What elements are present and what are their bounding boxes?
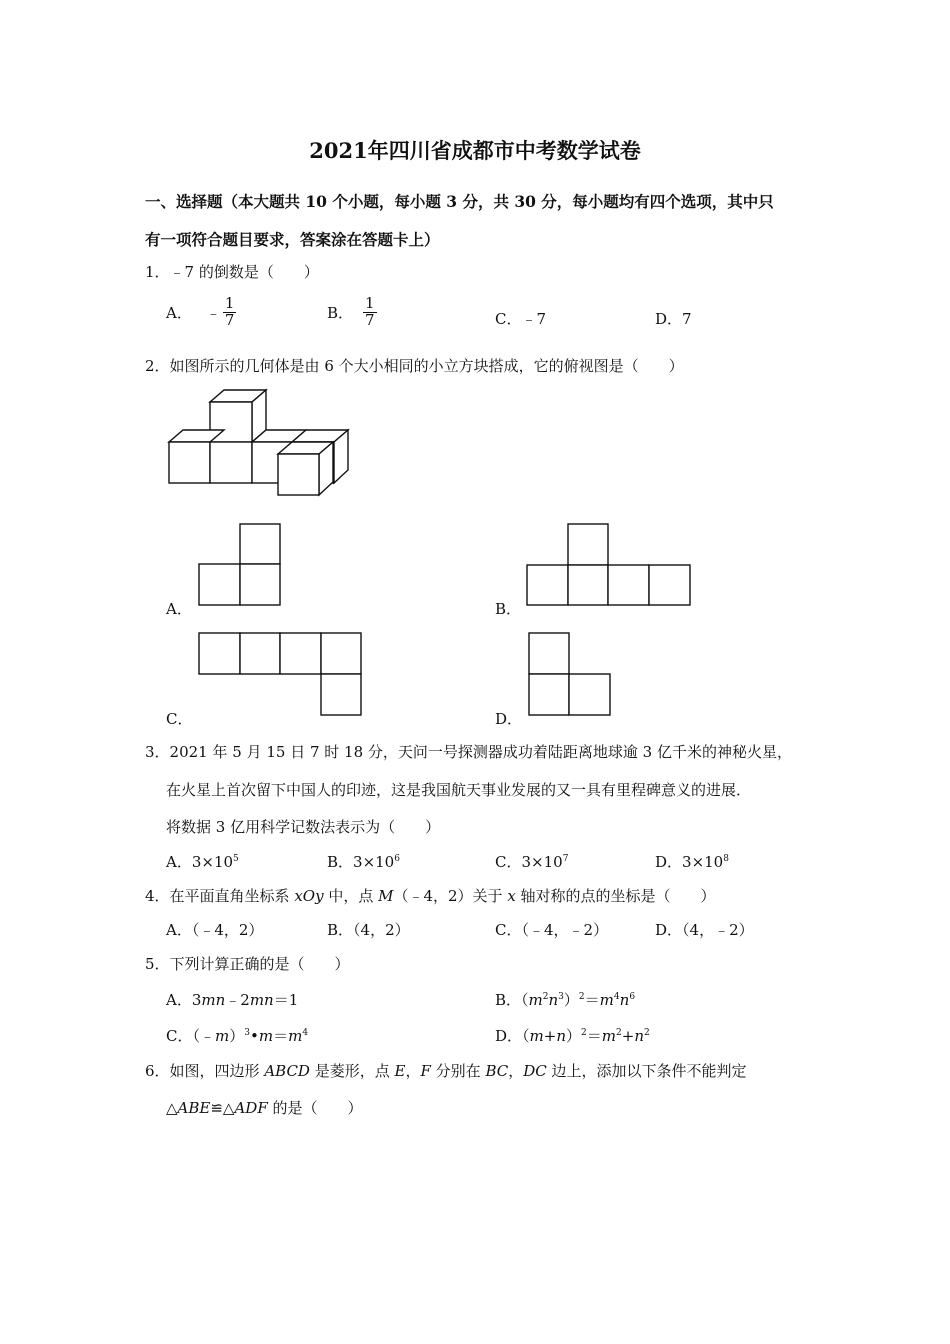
q4-stem-part: 中，点	[323, 887, 379, 905]
q6-part: 6．如图，四边形	[145, 1062, 265, 1080]
q5-b-exp: 2	[542, 992, 549, 1002]
q5-a-var: mn	[249, 991, 274, 1009]
q5-b-exp: 6	[629, 992, 636, 1002]
q5-a-label: A．	[166, 991, 192, 1009]
q4-stem-m: M	[378, 887, 394, 905]
q4-stem-x: x	[507, 887, 516, 905]
section-heading-line1: 一、选择题（本大题共 10 个小题，每小题 3 分，共 30 分，每小题均有四个选项，其中只	[145, 192, 774, 211]
q6-line1	[145, 1060, 747, 1081]
q6-part: 的是（ ）	[267, 1099, 363, 1117]
q3-option-b[interactable]	[327, 851, 400, 872]
q5-b-part: ＝	[584, 991, 600, 1009]
q4-stem-part: （﹣4，2）关于	[393, 887, 508, 905]
q4-option-d[interactable]: D．（4，﹣2）	[655, 921, 754, 939]
q5-b-label: B．（	[495, 991, 529, 1009]
q5-d-var: n	[634, 1027, 644, 1045]
q6-part: 是菱形，点	[309, 1062, 395, 1080]
q6-var: BC	[485, 1062, 509, 1080]
q4-option-b[interactable]: B．（4，2）	[327, 921, 410, 939]
q2-option-b[interactable]: B．	[495, 600, 522, 618]
q6-part: △	[166, 1099, 178, 1117]
q5-b-exp: 2	[578, 992, 585, 1002]
section-heading-line2: 有一项符合题目要求，答案涂在答题卡上）	[145, 230, 440, 249]
q6-part: ，	[405, 1062, 421, 1080]
q5-d-part: +	[621, 1027, 635, 1045]
q2-option-a-figure[interactable]	[199, 524, 281, 606]
q5-c-var: m	[288, 1027, 303, 1045]
q2-option-c-figure[interactable]	[199, 633, 363, 716]
q6-var: F	[420, 1062, 431, 1080]
q5-d-var: m	[601, 1027, 617, 1045]
q5-d-part: +	[543, 1027, 557, 1045]
q5-a-part: 3	[191, 991, 202, 1009]
q4-stem-part: 轴对称的点的坐标是（ ）	[515, 887, 716, 905]
q5-d-label: D．（	[495, 1027, 530, 1045]
q6-var: ABE	[177, 1099, 211, 1117]
q6-var: ABCD	[264, 1062, 310, 1080]
q4-stem	[145, 885, 716, 906]
q6-part: ≌△	[210, 1099, 235, 1117]
q1-b-fraction	[363, 296, 377, 329]
q5-c-exp: 3	[244, 1028, 250, 1038]
q5-option-a[interactable]	[166, 989, 298, 1010]
q1-a-denominator: 7	[224, 310, 235, 329]
q1-a-numerator: 1	[224, 294, 235, 312]
q2-3d-figure	[168, 388, 353, 503]
q2-stem: 2．如图所示的几何体是由 6 个大小相同的小立方块搭成，它的俯视图是（ ）	[145, 357, 684, 375]
q5-d-exp: 2	[616, 1028, 622, 1038]
q4-option-c[interactable]: C．（﹣4，﹣2）	[495, 921, 609, 939]
q5-c-var: m	[258, 1027, 274, 1045]
q2-option-d-figure[interactable]	[529, 633, 611, 716]
q5-c-label: C．（﹣	[166, 1027, 215, 1045]
q5-option-b[interactable]	[495, 989, 635, 1010]
q4-stem-part: 4．在平面直角坐标系	[145, 887, 295, 905]
q5-c-exp: 4	[302, 1028, 309, 1038]
q3-option-d[interactable]	[655, 851, 729, 872]
q5-a-part: ﹣2	[225, 991, 250, 1009]
q6-part: ，	[508, 1062, 524, 1080]
page-title: 2021年四川省成都市中考数学试卷	[309, 138, 641, 163]
q4-stem-xoy: xOy	[294, 887, 324, 905]
q1-b-numerator: 1	[365, 294, 375, 312]
q2-option-d[interactable]: D．	[495, 710, 523, 728]
q5-c-var: m	[214, 1027, 230, 1045]
q5-a-var: mn	[201, 991, 226, 1009]
q3-d-exponent: 8	[723, 854, 729, 864]
q3-c-exponent: 7	[562, 854, 569, 864]
q5-c-part: ）	[229, 1027, 245, 1045]
q1-option-d[interactable]: D．7	[655, 310, 692, 328]
q2-option-c[interactable]: C．	[166, 710, 193, 728]
q1-a-sign: ﹣	[205, 303, 221, 322]
q5-d-exp: 2	[581, 1028, 587, 1038]
q6-var: ADF	[234, 1099, 268, 1117]
q1-a-fraction	[223, 296, 237, 329]
q3-c-text: C．3×10	[495, 853, 563, 871]
q6-part: 分别在	[430, 1062, 486, 1080]
q3-a-exponent: 5	[233, 854, 239, 864]
q2-option-b-figure[interactable]	[527, 524, 691, 606]
q1-b-denominator: 7	[365, 310, 375, 329]
cube-front-protruding	[278, 442, 333, 495]
q3-d-text: D．3×10	[655, 853, 724, 871]
q3-b-text: B．3×10	[327, 853, 395, 871]
q3-a-text: A．3×10	[166, 853, 234, 871]
q3-line1: 3．2021 年 5 月 15 日 7 时 18 分，天问一号探测器成功着陆距离地球逾 3 亿千米的神秘火星，	[145, 743, 792, 761]
q5-b-var: m	[599, 991, 614, 1009]
q1-option-b[interactable]	[327, 296, 377, 329]
q3-line2: 在火星上首次留下中国人的印迹，这是我国航天事业发展的又一具有里程碑意义的进展．	[166, 781, 752, 799]
q6-var: E	[394, 1062, 406, 1080]
q1-b-label: B．	[327, 303, 354, 322]
q5-d-part: ）	[566, 1027, 582, 1045]
q1-a-label: A．	[166, 303, 192, 322]
q5-b-exp: 3	[558, 992, 564, 1002]
q6-part: 边上，添加以下条件不能判定	[546, 1062, 747, 1080]
q3-option-c[interactable]	[495, 851, 568, 872]
q5-c-part: •	[249, 1027, 259, 1045]
q5-d-var: n	[556, 1027, 567, 1045]
q5-d-var: m	[529, 1027, 544, 1045]
q5-b-part: ）	[563, 991, 579, 1009]
q1-stem: 1．﹣7 的倒数是（ ）	[145, 263, 319, 281]
q2-option-a[interactable]: A．	[166, 600, 192, 618]
q6-var: DC	[523, 1062, 547, 1080]
q5-b-var: m	[528, 991, 543, 1009]
q5-option-d[interactable]	[495, 1025, 650, 1046]
q5-stem: 5．下列计算正确的是（ ）	[145, 955, 350, 973]
q1-option-a[interactable]	[166, 296, 236, 329]
q5-b-var: n	[548, 991, 559, 1009]
q5-b-exp: 4	[613, 992, 620, 1002]
q3-option-a[interactable]	[166, 851, 239, 872]
q6-line2	[166, 1097, 363, 1118]
q5-c-part: ＝	[273, 1027, 289, 1045]
q5-d-part: ＝	[586, 1027, 602, 1045]
q5-b-var: n	[619, 991, 630, 1009]
q5-option-c[interactable]	[166, 1025, 308, 1046]
q4-option-a[interactable]: A．（﹣4，2）	[166, 921, 264, 939]
q5-a-part: ＝1	[273, 991, 299, 1009]
q3-line3: 将数据 3 亿用科学记数法表示为（ ）	[166, 818, 441, 836]
q5-d-exp: 2	[644, 1028, 650, 1038]
q3-b-exponent: 6	[394, 854, 400, 864]
q1-option-c[interactable]: C．﹣7	[495, 310, 547, 328]
